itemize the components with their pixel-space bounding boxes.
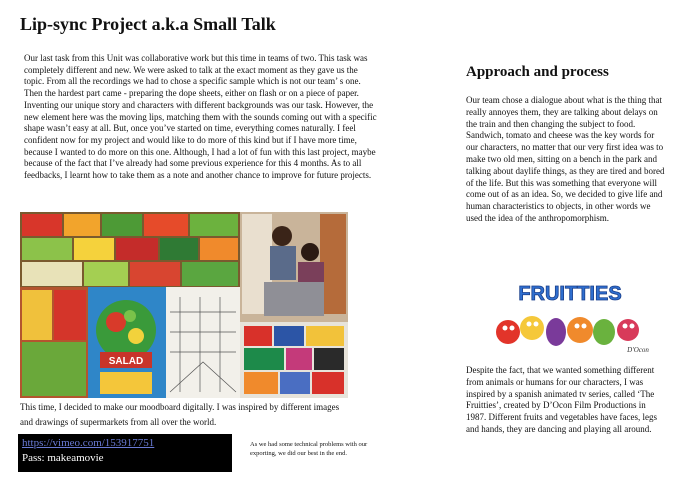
produce-shelves — [22, 214, 238, 286]
intro-paragraph: Our last task from this Unit was collaborative work but this time in teams of two. This task was completely different and new. We were asked to talk at the exact moment as they gave us the topic. From all the recordings we had to chose a specific sample which is not our team’ s one. Then the hardest part came - preparing the dope sheets, either on flash or on a piece of paper. Inventing our unique story and characters with different backgrounds was our task. However, the new element here was the moving lips, matching them with the sounds coming out with a specific shape wasn’t easy at all. But, once you’ve started on time, everything comes naturally. I feel confident now for my project and would like to do more of this kind but if I have more time, because I wanted to do more on this one. Although, I had a lot of fun with this last project, maybe because of the fact that I’ve already had some previous experience for this 4 months. As to all feedbacks, I learnt how to take them as a note and another chance to improve for future projects. — [24, 53, 377, 181]
approach-heading: Approach and process — [466, 64, 609, 80]
moodboard-caption: This time, I decided to make our moodboard digitally. I was inspired by different images and drawings of supermarkets from all over the world. — [20, 402, 340, 427]
video-info-box — [18, 434, 232, 472]
fruitties-logo — [490, 276, 650, 358]
fruitties-image — [490, 276, 650, 358]
docon-credit: D'Ocon — [627, 346, 649, 354]
inspiration-paragraph: Despite the fact, that we wanted something different from animals or humans for our characters, I was inspired by a spanish animated tv series, called ‘The Fruitties’, created by D’Ocon Film Productions in 1987. Different fruits and vegetables have faces, legs and hands, they are dancing and playing all around. — [466, 365, 658, 434]
export-note: As we had some technical problems with our exporting, we did our best in the end. — [250, 441, 368, 457]
moodboard-image — [20, 212, 348, 398]
vimeo-link[interactable]: https://vimeo.com/153917751 — [22, 437, 155, 449]
page-title: Lip-sync Project a.k.a Small Talk — [20, 14, 276, 34]
moodboard-collage — [20, 212, 348, 398]
password-text: Pass: makeamovie — [22, 452, 104, 464]
salad-label: SALAD — [108, 356, 144, 367]
fruitties-title: FRUITTIES — [518, 283, 622, 305]
approach-paragraph: Our team chose a dialogue about what is the thing that really annoyes them, they are talking about delays on the train and then changing the subject to food. Sandwich, tomato and cheese was the key words for our characters, no matter that our very first idea was to make two old men, sitting on a bench in the park and talking about daylife things, as they are tired and bored of the life. But this was something that everyone will come out of as an idea. So, we decided to give life and human characteristics to objects, in other words we used the idea of the anthropomorphism. — [466, 95, 665, 223]
